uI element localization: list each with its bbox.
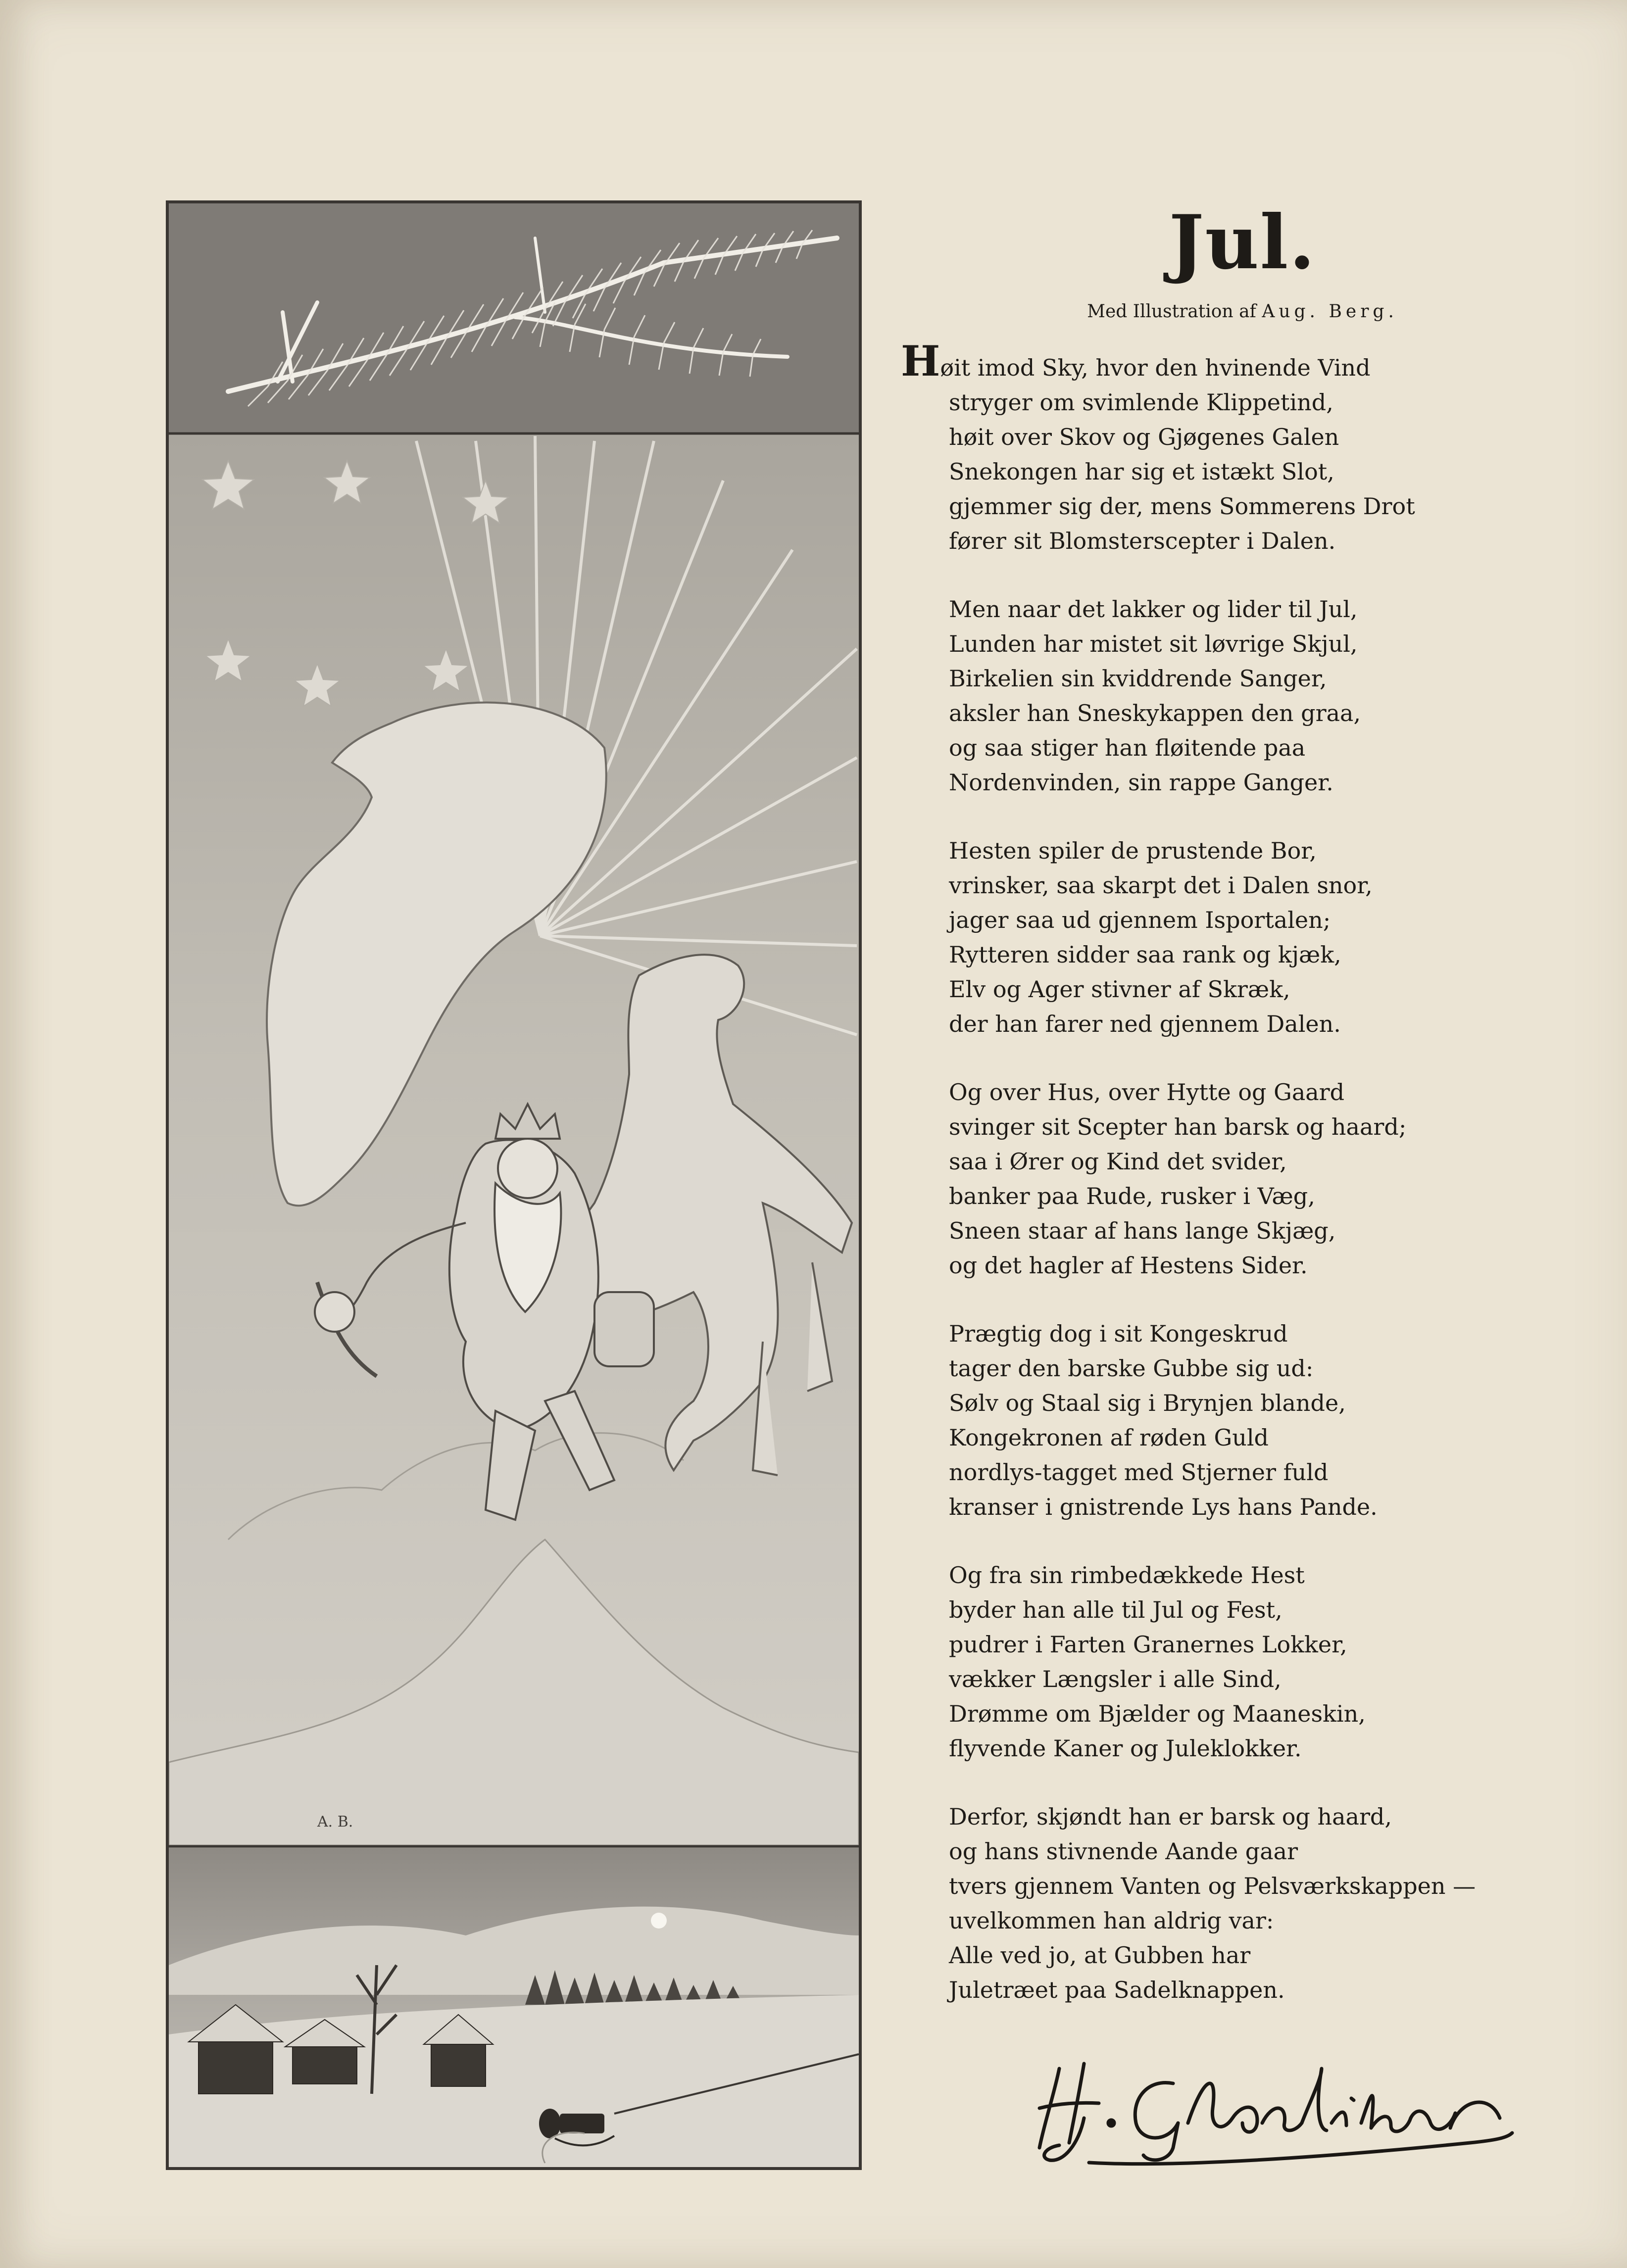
poem-line: Elv og Ager stivner af Skræk, <box>949 976 1290 1003</box>
poem-line: og hans stivnende Aande gaar <box>949 1838 1298 1865</box>
poem-line: Og fra sin rimbedækkede Hest <box>949 1562 1305 1589</box>
poem-line: nordlys-tagget med Stjerner fuld <box>949 1459 1329 1486</box>
poem-first-line <box>901 337 1544 386</box>
poem-line: jager saa ud gjennem Isportalen; <box>949 907 1331 933</box>
stanza <box>901 337 1544 558</box>
poem-line: banker paa Rude, rusker i Væg, <box>949 1183 1315 1209</box>
poem-line: Kongekronen af røden Guld <box>949 1424 1269 1451</box>
poem-line: pudrer i Farten Granernes Lokker, <box>949 1631 1347 1658</box>
poem-line: Derfor, skjøndt han er barsk og haard, <box>949 1803 1392 1830</box>
poem-line: Prægtig dog i sit Kongeskrud <box>949 1320 1288 1347</box>
illustration-panel <box>166 200 862 2170</box>
poem-line: Men naar det lakker og lider til Jul, <box>949 596 1358 623</box>
poem-line: Juletræet paa Sadelknappen. <box>949 1977 1285 2003</box>
stanza <box>901 1316 1544 1524</box>
poem-line: kranser i gnistrende Lys hans Pande. <box>949 1494 1378 1520</box>
stanza <box>901 1799 1544 2007</box>
poem-line: byder han alle til Jul og Fest, <box>949 1596 1282 1623</box>
stanza <box>901 1558 1544 1766</box>
poem-line: og saa stiger han fløitende paa <box>949 734 1306 761</box>
poem-line: stryger om svimlende Klippetind, <box>949 389 1333 416</box>
poem-column <box>901 195 1544 2145</box>
poem-line: Nordenvinden, sin rappe Ganger. <box>949 769 1333 796</box>
poem-line: Hesten spiler de prustende Bor, <box>949 837 1317 864</box>
poem-line: Alle ved jo, at Gubben har <box>949 1942 1251 1969</box>
poem-line: Sølv og Staal sig i Brynjen blande, <box>949 1390 1346 1416</box>
poem-line: uvelkommen han aldrig var: <box>949 1907 1274 1934</box>
first-line-rest: øit imod Sky, hvor den hvinende Vind <box>940 354 1371 381</box>
poem-line: Lunden har mistet sit løvrige Skjul, <box>949 630 1358 657</box>
poem-line: vækker Længsler i alle Sind, <box>949 1666 1282 1692</box>
poem-line: Snekongen har sig et istækt Slot, <box>949 458 1334 485</box>
poem-line: aksler han Sneskykappen den graa, <box>949 700 1361 726</box>
poem-line: der han farer ned gjennem Dalen. <box>949 1011 1341 1037</box>
poem-line: flyvende Kaner og Juleklokker. <box>949 1735 1302 1762</box>
poem-line: tager den barske Gubbe sig ud: <box>949 1355 1314 1382</box>
fir-branch-band <box>169 203 859 434</box>
poem-line: og det hagler af Hestens Sider. <box>949 1252 1308 1279</box>
poem-line: fører sit Blomsterscepter i Dalen. <box>949 528 1336 554</box>
poem-line: svinger sit Scepter han barsk og haard; <box>949 1113 1407 1140</box>
stanza <box>901 833 1544 1041</box>
winter-king-scene <box>169 435 859 1846</box>
winter-landscape-band <box>169 1848 859 2167</box>
poem-line: tvers gjennem Vanten og Pelsværkskappen — <box>949 1873 1476 1899</box>
poem-line: vrinsker, saa skarpt det i Dalen snor, <box>949 872 1373 899</box>
artist-monogram: A. B. <box>317 1813 353 1831</box>
poem-line: Rytteren sidder saa rank og kjæk, <box>949 941 1341 968</box>
poem-title: Jul. <box>1169 199 1316 286</box>
author-signature <box>1025 2049 1515 2168</box>
credit-prefix: Med Illustration af <box>1087 301 1256 322</box>
credit-artist: Aug. Berg. <box>1262 301 1398 322</box>
poem-line: Drømme om Bjælder og Maaneskin, <box>949 1700 1366 1727</box>
illustration-drawing <box>169 203 859 2167</box>
poem-line: gjemmer sig der, mens Sommerens Drot <box>949 493 1415 520</box>
stanza <box>901 592 1544 800</box>
poem-line: høit over Skov og Gjøgenes Galen <box>949 424 1339 450</box>
stanza <box>901 1075 1544 1283</box>
poem-line: saa i Ører og Kind det svider, <box>949 1148 1287 1175</box>
poem-line: Og over Hus, over Hytte og Gaard <box>949 1079 1345 1106</box>
poem-line: Birkelien sin kviddrende Sanger, <box>949 665 1327 692</box>
illustration-credit <box>901 299 1544 324</box>
poem-line: Sneen staar af hans lange Skjæg, <box>949 1217 1336 1244</box>
moon-icon <box>651 1913 667 1929</box>
drop-cap: H <box>901 337 940 386</box>
